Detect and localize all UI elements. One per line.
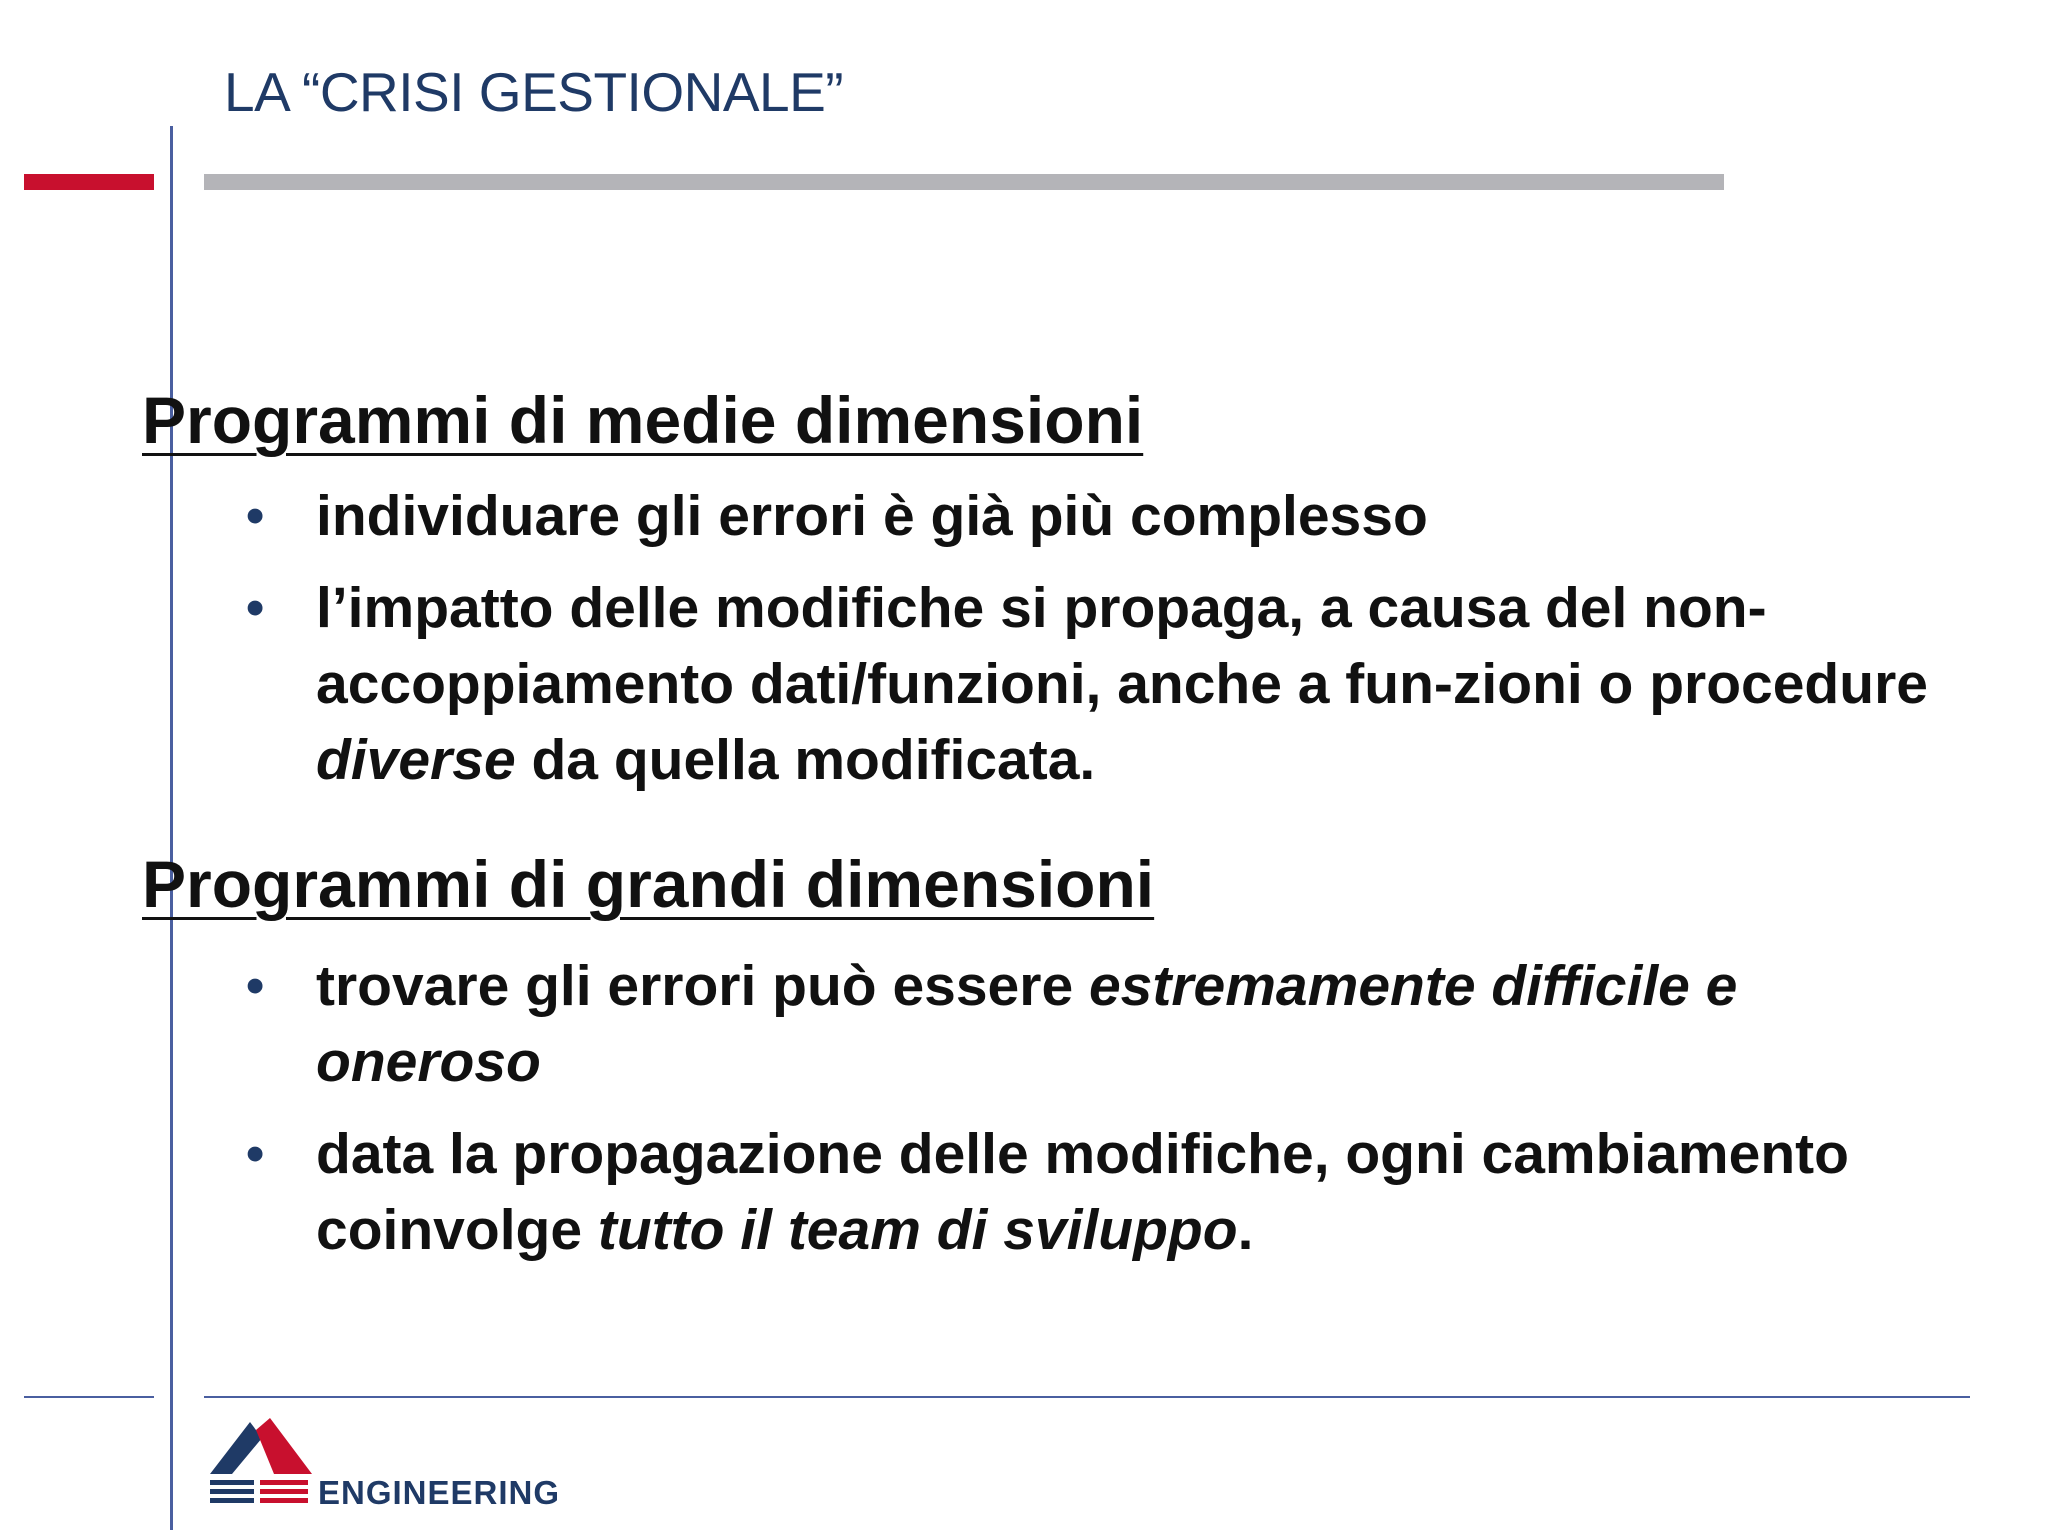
bullet-item: • individuare gli errori è già più complesso [142,478,1972,554]
engineering-logo-icon [204,1418,314,1508]
title-accent-bar [24,174,154,190]
slide-title: LA “CRISI GESTIONALE” [224,61,844,123]
section-heading-large: Programmi di grandi dimensioni [142,847,1155,921]
bullet-list-large [142,948,1972,1268]
footer-rule [204,1396,1970,1398]
bullet-item: • l’impatto delle modifiche si propaga, a causa del non-accoppiamento dati/funzioni, anche a fun-zioni o procedure diverse da quella modificata. [142,570,1972,798]
logo-wordmark: ENGINEERING [318,1474,561,1511]
title-underline-bar [204,174,1724,190]
bullet-item: • trovare gli errori può essere estremamente difficile e oneroso [142,948,1972,1100]
slide-body [142,374,1972,1268]
section-heading-medium: Programmi di medie dimensioni [142,383,1144,457]
footer-rule-left [24,1396,154,1398]
bullet-item: • data la propagazione delle modifiche, ogni cambiamento coinvolge tutto il team di sviluppo. [142,1116,1972,1268]
bullet-list-medium [142,478,1972,798]
